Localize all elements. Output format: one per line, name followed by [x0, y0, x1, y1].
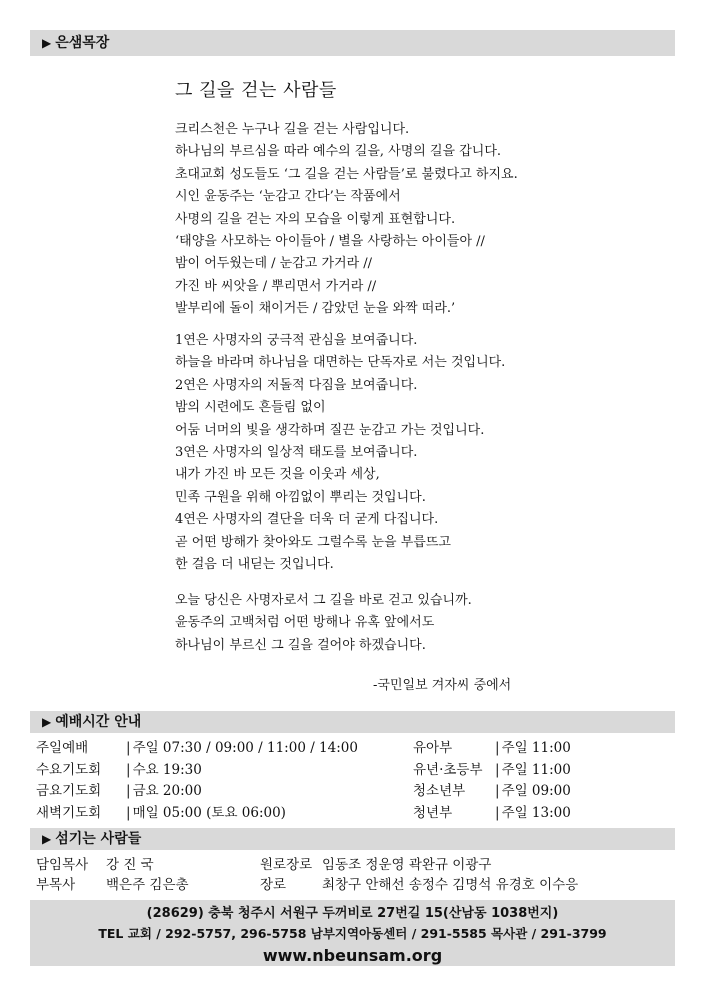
- article-line: 발부리에 돌이 채이거든 / 감았던 눈을 와짝 떠라.’: [175, 301, 456, 317]
- info-label: 청소년부: [413, 783, 466, 799]
- church-address: (28629) 충북 청주시 서원구 두꺼비로 27번길 15(산남동 1038번지): [146, 906, 559, 921]
- info-row: [260, 855, 578, 875]
- info-row: [36, 855, 189, 875]
- staff-list-left: [36, 855, 189, 895]
- info-value: 수요 19:30: [132, 761, 202, 778]
- divider: |: [126, 783, 131, 799]
- divider: |: [495, 783, 500, 799]
- triangle-bullet-icon: ▶: [42, 832, 52, 846]
- article-paragraph-2: [175, 330, 655, 576]
- article-line: 밤이 어두웠는데 / 눈감고 가거라 //: [175, 256, 373, 272]
- article-line: 사명의 길을 걷는 자의 모습을 이렇게 표현합니다.: [175, 211, 456, 227]
- info-value: 강 진 국: [106, 857, 154, 873]
- section-heading: 은샘목장: [55, 35, 110, 51]
- info-row: [36, 781, 358, 803]
- info-label: 유년·초등부: [413, 761, 483, 778]
- section-header-worship: [30, 711, 675, 733]
- info-row: [413, 803, 571, 825]
- article-paragraph-3: [175, 590, 655, 657]
- article-line: 2연은 사명자의 저돌적 다짐을 보여줍니다.: [175, 377, 418, 393]
- article-line: 4연은 사명자의 결단을 더욱 더 굳게 다집니다.: [175, 512, 439, 528]
- section-header-staff: [30, 828, 675, 850]
- section-heading: 섬기는 사람들: [55, 831, 142, 847]
- divider: |: [126, 804, 131, 821]
- info-value: 임동조 정운영 곽완규 이광구: [322, 857, 492, 873]
- worship-schedule-left: [36, 738, 358, 824]
- article-line: 민족 구원을 위해 아낌없이 뿌리는 것입니다.: [175, 489, 426, 505]
- article-line: 오늘 당신은 사명자로서 그 길을 바로 걷고 있습니까.: [175, 593, 472, 608]
- staff-list-right: [260, 855, 578, 895]
- info-label: 원로장로: [260, 857, 313, 873]
- article-line: 하나님이 부르신 그 길을 걸어야 하겠습니다.: [175, 637, 426, 653]
- info-value: 주일 07:30 / 09:00 / 11:00 / 14:00: [132, 740, 358, 756]
- info-label: 금요기도회: [36, 783, 102, 799]
- triangle-bullet-icon: ▶: [42, 36, 52, 50]
- info-row: [36, 875, 189, 895]
- article-line: 초대교회 성도들도 ‘그 길을 걷는 사람들’로 불렸다고 하지요.: [175, 166, 518, 182]
- article-source: -국민일보 겨자씨 중에서: [373, 678, 512, 693]
- article-line: 곧 어떤 방해가 찾아와도 그럴수록 눈을 부릅뜨고: [175, 534, 451, 550]
- article-line: 내가 가진 바 모든 것을 이웃과 세상,: [175, 467, 380, 483]
- info-row: [413, 781, 571, 803]
- info-value: 주일 09:00: [501, 783, 571, 799]
- info-label: 담임목사: [36, 857, 89, 873]
- info-row: [36, 803, 358, 825]
- section-header-eunsaem: [30, 30, 675, 56]
- worship-schedule-right: [413, 738, 571, 824]
- info-row: [260, 875, 578, 895]
- article-line: 어둠 너머의 빛을 생각하며 질끈 눈감고 가는 것입니다.: [175, 422, 485, 438]
- info-value: 매일 05:00 (토요 06:00): [132, 804, 286, 821]
- article-line: 한 걸음 더 내딛는 것입니다.: [175, 556, 334, 572]
- info-value: 주일 13:00: [501, 804, 571, 821]
- divider: |: [126, 740, 131, 756]
- info-label: 주일예배: [36, 740, 89, 756]
- divider: |: [126, 761, 131, 778]
- article-line: 하늘을 바라며 하나님을 대면하는 단독자로 서는 것입니다.: [175, 355, 506, 371]
- church-telephone: TEL 교회 / 292-5757, 296-5758 남부지역아동센터 / 291-5585 목사관 / 291-3799: [98, 926, 607, 941]
- church-website-link[interactable]: www.nbeunsam.org: [262, 946, 443, 965]
- article-line: 1연은 사명자의 궁극적 관심을 보여줍니다.: [175, 333, 418, 348]
- info-label: 수요기도회: [36, 761, 102, 778]
- divider: |: [495, 804, 500, 821]
- info-row: [413, 738, 571, 760]
- divider: |: [495, 761, 500, 778]
- info-value: 백은주 김은총: [106, 877, 189, 893]
- info-row: [36, 760, 358, 782]
- triangle-bullet-icon: ▶: [42, 715, 52, 729]
- article-line: 윤동주의 고백처럼 어떤 방해나 유혹 앞에서도: [175, 615, 435, 631]
- divider: |: [495, 740, 500, 756]
- info-row: [413, 760, 571, 782]
- church-info-footer: [30, 900, 675, 966]
- article-line: 3연은 사명자의 일상적 태도를 보여줍니다.: [175, 444, 418, 460]
- info-label: 장로: [260, 877, 287, 893]
- article-line: 크리스천은 누구나 길을 걷는 사람입니다.: [175, 122, 410, 137]
- article-line: 가진 바 씨앗을 / 뿌리면서 가거라 //: [175, 278, 377, 294]
- article-line: 하나님의 부르심을 따라 예수의 길을, 사명의 길을 갑니다.: [175, 144, 502, 160]
- article-paragraph-1: [175, 119, 655, 321]
- info-row: [36, 738, 358, 760]
- info-label: 부목사: [36, 877, 76, 893]
- article-title: 그 길을 걷는 사람들: [175, 80, 337, 101]
- info-label: 새벽기도회: [36, 804, 102, 821]
- info-label: 유아부: [413, 740, 453, 756]
- info-label: 청년부: [413, 804, 453, 821]
- article-line: ‘태양을 사모하는 아이들아 / 별을 사랑하는 아이들아 //: [175, 233, 485, 249]
- info-value: 주일 11:00: [501, 740, 571, 756]
- article-line: 시인 윤동주는 ‘눈감고 간다’는 작품에서: [175, 189, 401, 205]
- info-value: 최창구 안해선 송정수 김명석 유경호 이수응: [322, 877, 579, 893]
- article-line: 밤의 시련에도 흔들림 없이: [175, 400, 326, 416]
- info-value: 주일 11:00: [501, 761, 571, 778]
- info-value: 금요 20:00: [132, 783, 202, 799]
- section-heading: 예배시간 안내: [55, 714, 142, 730]
